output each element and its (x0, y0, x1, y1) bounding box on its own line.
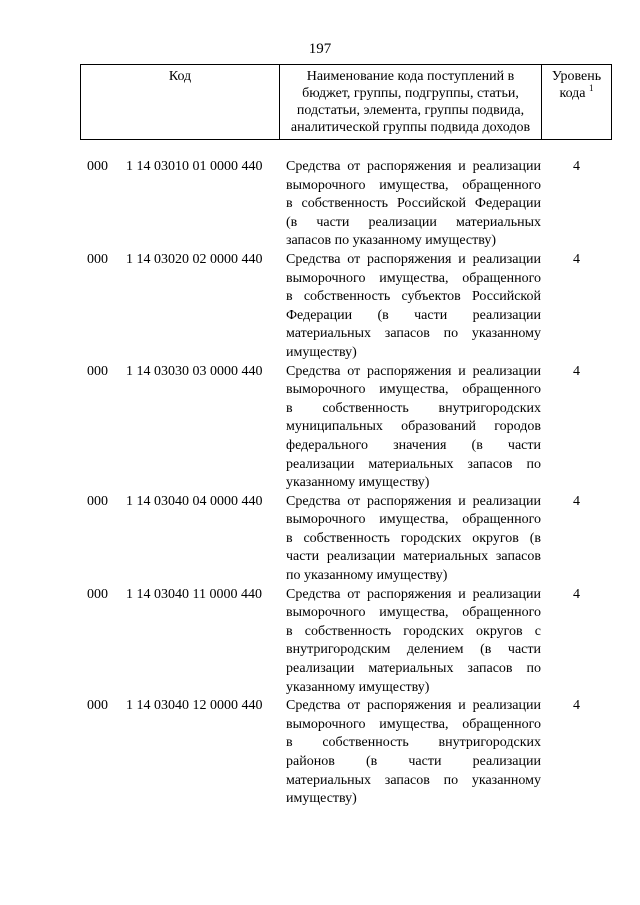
row-name-line: имуществу) (286, 344, 357, 360)
row-income-name (279, 493, 541, 586)
header-level-text: кода (559, 86, 586, 101)
row-income-name (279, 363, 541, 493)
row-name-line: указанному имуществу) (286, 679, 430, 695)
header-name-line: Наименование кода поступлений в (306, 69, 515, 84)
row-level: 4 (573, 363, 580, 379)
row-name-line: выморочного имущества, обращенного (286, 270, 541, 286)
row-name-line: части реализации материальных запасов (286, 549, 541, 565)
row-admin-code: 000 (87, 493, 108, 509)
row-name-line: реализации материальных запасов по (286, 661, 541, 677)
row-income-name (279, 251, 541, 363)
row-name-line: в собственность городских округов с (286, 623, 541, 639)
row-income-name (279, 586, 541, 698)
table-header (80, 64, 612, 140)
row-level: 4 (573, 251, 580, 267)
row-name-line: в собственность внутригородских (286, 735, 541, 751)
row-name-line: в собственность субъектов Российской (286, 289, 541, 305)
row-name-line: Средства от распоряжения и реализации (286, 363, 541, 379)
row-name-line: Средства от распоряжения и реализации (286, 493, 541, 509)
table-row (80, 158, 612, 251)
row-income-code: 1 14 03040 04 0000 440 (126, 493, 263, 509)
row-income-code: 1 14 03040 11 0000 440 (126, 586, 262, 602)
row-name-line: районов (в части реализации (286, 754, 541, 769)
table-body (80, 158, 612, 809)
row-income-code: 1 14 03020 02 0000 440 (126, 251, 263, 267)
row-name-line: материальных запасов по указанному (286, 772, 541, 788)
row-name-line: по указанному имуществу) (286, 568, 448, 584)
row-admin-code: 000 (87, 159, 108, 174)
header-name (280, 65, 542, 139)
row-name-line: Средства от распоряжения и реализации (286, 251, 541, 267)
header-name-line: аналитической группы подвида доходов (290, 120, 531, 135)
row-name-line: материальных запасов по указанному (286, 326, 541, 342)
header-code: Код (81, 65, 280, 139)
row-name-line: запасов по указанному имуществу) (286, 233, 497, 249)
footnote-marker: 1 (589, 83, 594, 93)
table-row (80, 363, 612, 493)
header-level-line2 (542, 85, 611, 102)
row-income-name (279, 697, 541, 809)
row-admin-code: 000 (87, 698, 108, 714)
table-row (80, 493, 612, 586)
row-name-line: Средства от распоряжения и реализации (286, 159, 541, 174)
row-income-code: 1 14 03040 12 0000 440 (126, 698, 263, 714)
row-name-line: реализации материальных запасов по (286, 456, 541, 472)
row-level: 4 (573, 586, 580, 602)
row-name-line: в собственность внутригородских (286, 400, 541, 416)
row-name-line: Средства от распоряжения и реализации (286, 698, 541, 714)
table-row (80, 586, 612, 698)
row-name-line: выморочного имущества, обращенного (286, 605, 541, 621)
row-name-line: Средства от распоряжения и реализации (286, 586, 541, 602)
row-name-line: выморочного имущества, обращенного (286, 382, 541, 398)
row-level: 4 (573, 698, 580, 714)
header-level (542, 65, 611, 139)
header-name-line: бюджет, группы, подгруппы, статьи, (302, 86, 519, 101)
page-number: 197 (308, 41, 332, 57)
row-level: 4 (573, 159, 580, 174)
row-admin-code: 000 (87, 251, 108, 267)
header-level-line1: Уровень (551, 69, 602, 84)
row-name-line: выморочного имущества, обращенного (286, 512, 541, 528)
row-admin-code: 000 (87, 586, 108, 602)
row-name-line: указанному имуществу) (286, 475, 430, 491)
row-income-name (279, 158, 541, 251)
row-name-line: внутригородским делением (в части (286, 642, 541, 658)
row-income-code: 1 14 03010 01 0000 440 (126, 159, 263, 174)
header-name-line: подстатьи, элемента, группы подвида, (296, 103, 525, 118)
row-admin-code: 000 (87, 363, 108, 379)
row-name-line: (в части реализации материальных (286, 214, 541, 230)
row-name-line: в собственность городских округов (в (286, 530, 541, 546)
row-name-line: федерального значения (в части (286, 437, 541, 453)
table-row (80, 697, 612, 809)
row-name-line: имуществу) (286, 791, 357, 807)
row-name-line: выморочного имущества, обращенного (286, 177, 541, 193)
row-name-line: муниципальных образований городов (286, 419, 541, 435)
row-name-line: Федерации (в части реализации (286, 307, 541, 323)
row-name-line: выморочного имущества, обращенного (286, 716, 541, 732)
row-income-code: 1 14 03030 03 0000 440 (126, 363, 263, 379)
table-row (80, 251, 612, 363)
row-name-line: в собственность Российской Федерации (286, 196, 541, 212)
row-level: 4 (573, 493, 580, 509)
